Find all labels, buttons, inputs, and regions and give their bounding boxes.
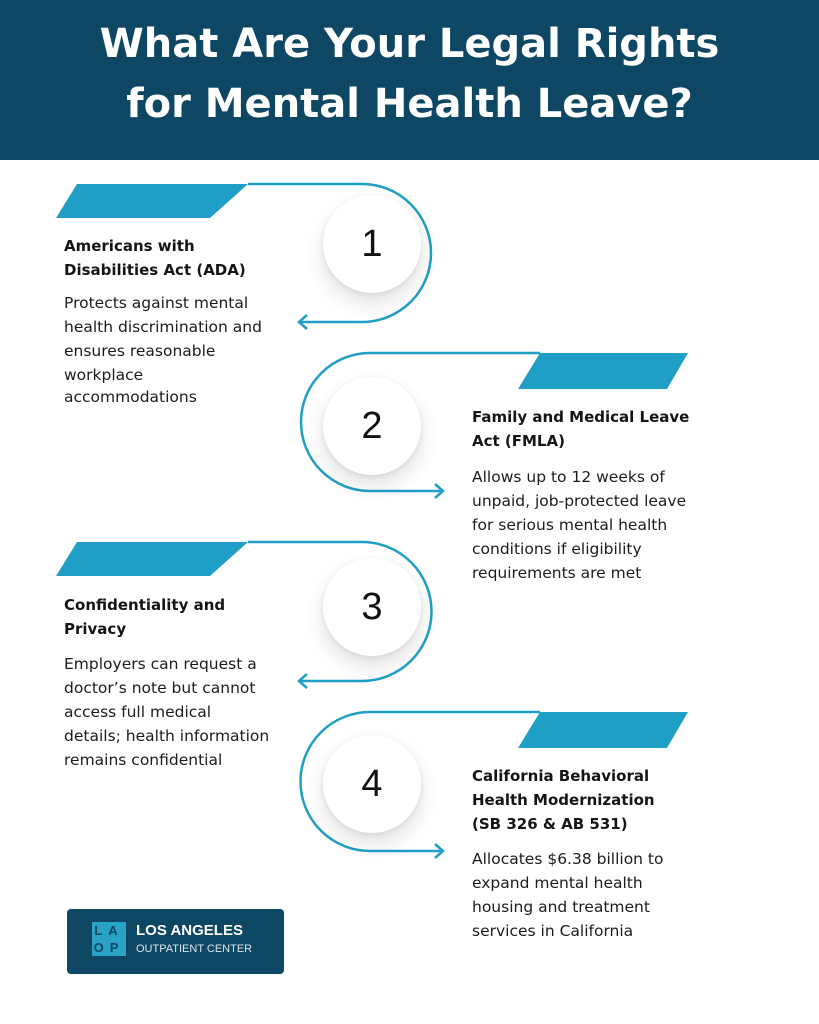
item-desc-fmla-line-3: for serious mental health	[472, 516, 668, 534]
item-desc-california-line-3: housing and treatment	[472, 898, 650, 916]
brand-logo	[67, 909, 284, 974]
accent-bar-4	[518, 712, 688, 748]
step-number-2: 2	[323, 377, 421, 475]
accent-bar-3	[56, 542, 248, 576]
item-desc-privacy-line-4: details; health information	[64, 727, 270, 745]
page-title-line-1: What Are Your Legal Rights	[99, 21, 720, 67]
item-desc-ada-line-1: Protects against mental	[64, 294, 249, 312]
item-desc-california-line-2: expand mental health	[472, 874, 643, 892]
item-title-california-line-2: Health Modernization	[472, 791, 655, 809]
item-desc-ada-line-2: health discrimination and	[64, 318, 262, 336]
item-desc-fmla-line-1: Allows up to 12 weeks of	[472, 468, 665, 486]
item-desc-privacy-line-5: remains confidential	[64, 751, 223, 769]
item-desc-california-line-4: services in California	[472, 922, 634, 940]
item-desc-ada-line-4: workplace	[64, 366, 144, 384]
accent-bar-2	[518, 353, 688, 389]
item-desc-california-line-1: Allocates $6.38 billion to	[472, 850, 664, 868]
logo-name: LOS ANGELES	[136, 922, 243, 939]
item-title-fmla-line-2: Act (FMLA)	[472, 432, 565, 450]
logo-mark-icon	[92, 922, 126, 956]
item-title-california-line-1: California Behavioral	[472, 767, 650, 785]
step-number-4: 4	[323, 735, 421, 833]
item-desc-privacy-line-1: Employers can request a	[64, 655, 257, 673]
logo-subtitle: OUTPATIENT CENTER	[136, 943, 253, 955]
item-title-ada-line-2: Disabilities Act (ADA)	[64, 261, 246, 279]
accent-bar-1	[56, 184, 248, 218]
item-desc-privacy-line-2: doctor’s note but cannot	[64, 679, 256, 697]
item-desc-privacy-line-3: access full medical	[64, 703, 212, 721]
item-title-california-line-3: (SB 326 & AB 531)	[472, 815, 628, 833]
page-title-line-2: for Mental Health Leave?	[126, 81, 693, 127]
item-title-fmla-line-1: Family and Medical Leave	[472, 408, 690, 426]
item-desc-fmla-line-4: conditions if eligibility	[472, 540, 642, 558]
step-number-3: 3	[323, 558, 421, 656]
logo-mark-letters-top: LA	[94, 923, 124, 938]
item-desc-fmla-line-2: unpaid, job-protected leave	[472, 492, 687, 510]
item-desc-ada-line-3: ensures reasonable	[64, 342, 216, 360]
item-desc-fmla-line-5: requirements are met	[472, 564, 642, 582]
item-title-privacy-line-1: Confidentiality and	[64, 596, 226, 614]
logo-mark-letters-bottom: OP	[93, 940, 125, 955]
item-desc-ada-line-5: accommodations	[64, 388, 197, 406]
step-number-1: 1	[323, 195, 421, 293]
item-title-ada-line-1: Americans with	[64, 237, 195, 255]
item-title-privacy-line-2: Privacy	[64, 620, 127, 638]
